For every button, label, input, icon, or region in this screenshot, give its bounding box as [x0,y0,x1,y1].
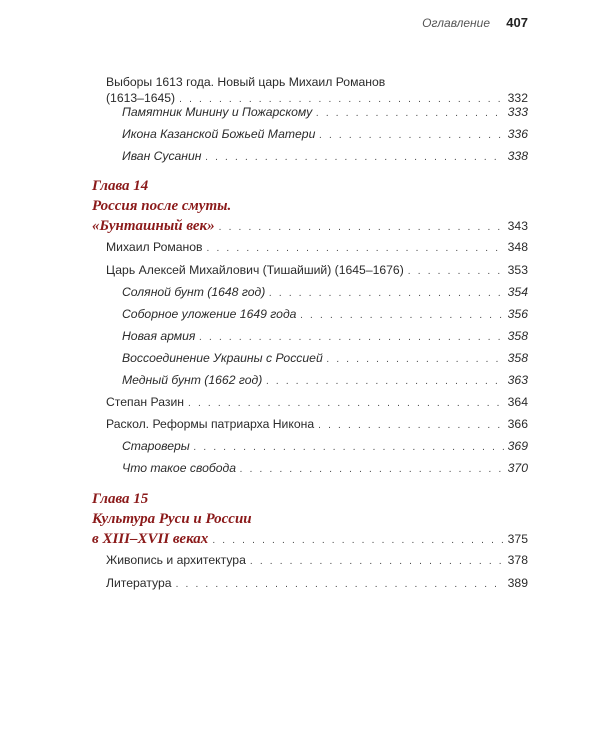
chapter-title-cont: «Бунташный век» [92,218,215,234]
toc-chapter-15[interactable] [92,489,528,551]
dot-leader [266,374,503,390]
dot-leader [240,462,504,478]
toc-entry-kazan-icon[interactable] [122,126,528,144]
toc-entry-old-believers[interactable] [122,438,528,456]
dot-leader [188,396,504,412]
toc-entry-new-army[interactable] [122,328,528,346]
page-header [0,14,600,34]
toc-entry-title: Медный бунт (1662 год) [122,373,263,387]
toc-entry-mikhail-romanov[interactable] [106,239,528,257]
chapter-title: Культура Руси и России [92,511,252,527]
toc-entry-copper-riot[interactable] [122,372,528,390]
toc-entry-title: Живопись и архитектура [106,553,246,567]
toc-entry-title: Памятник Минину и Пожарскому [122,105,313,119]
toc-chapter-14[interactable] [92,176,528,238]
dot-leader [408,264,504,280]
chapter-title: Россия после смуты. [92,198,232,214]
toc-entry-alexei-mikhailovich[interactable] [106,262,528,280]
toc-entry-title: Икона Казанской Божьей Матери [122,127,316,141]
dot-leader [194,440,504,456]
dot-leader [318,418,504,434]
toc-entry-page: 363 [507,373,528,387]
toc-entry-title: Литература [106,576,172,590]
toc-entry-page: 375 [507,532,528,546]
toc-entry-title: Михаил Романов [106,240,203,254]
toc-entry-title: Степан Разин [106,395,185,409]
toc-entry-title: Воссоединение Украины с Россией [122,351,323,365]
dot-leader [199,330,503,346]
dot-leader [250,554,504,570]
toc-entry-title: Царь Алексей Михайлович (Тишайший) (1645–1676) [106,263,404,277]
toc-entry-literature[interactable] [106,575,528,593]
toc-entry-page: 338 [507,149,528,163]
toc-entry-sobornoye-ulozheniye[interactable] [122,306,528,324]
toc-entry-elections-1613[interactable] [106,74,528,108]
toc-entry-page: 369 [507,439,528,453]
toc-entry-salt-riot[interactable] [122,284,528,302]
toc-entry-page: 370 [507,461,528,475]
toc-entry-ukraine-reunification[interactable] [122,350,528,368]
running-title: Оглавление [422,16,490,30]
toc-entry-stepan-razin[interactable] [106,394,528,412]
toc-entry-page: 353 [507,263,528,277]
dot-leader [327,352,504,368]
toc-entry-page: 333 [507,105,528,119]
toc-entry-title: Иван Сусанин [122,149,202,163]
toc-entry-title: Староверы [122,439,190,453]
toc-entry-painting-architecture[interactable] [106,552,528,570]
toc-entry-ivan-susanin[interactable] [122,148,528,166]
toc-entry-title: Новая армия [122,329,196,343]
toc-entry-title: Соляной бунт (1648 год) [122,285,266,299]
toc-entry-raskol[interactable] [106,416,528,434]
toc-entry-page: 354 [507,285,528,299]
dot-leader [319,128,503,144]
toc-entry-page: 332 [507,91,528,105]
toc-entry-page: 389 [507,576,528,590]
toc-entry-page: 356 [507,307,528,321]
toc-entry-title: Выборы 1613 года. Новый царь Михаил Романов [106,75,386,89]
toc-entry-what-is-freedom[interactable] [122,460,528,478]
page-number: 407 [506,15,528,30]
chapter-number: Глава 15 [92,491,149,507]
toc-entry-title: Раскол. Реформы патриарха Никона [106,417,315,431]
toc-entry-page: 348 [507,240,528,254]
toc-entry-title-cont: (1613–1645) [106,91,176,105]
toc-entry-page: 364 [507,395,528,409]
dot-leader [212,531,503,551]
chapter-number: Глава 14 [92,178,149,194]
dot-leader [219,218,504,238]
toc-entry-page: 366 [507,417,528,431]
toc-entry-minin-pozharsky[interactable] [122,104,528,122]
toc-entry-title: Соборное уложение 1649 года [122,307,297,321]
dot-leader [300,308,503,324]
toc-entry-page: 378 [507,553,528,567]
dot-leader [316,106,503,122]
toc-entry-page: 358 [507,329,528,343]
dot-leader [207,241,504,257]
toc-entry-page: 358 [507,351,528,365]
dot-leader [206,150,504,166]
toc-entry-title: Что такое свобода [122,461,236,475]
chapter-title-cont: в XIII–XVII веках [92,531,209,547]
dot-leader [269,286,503,302]
toc-entry-page: 343 [507,219,528,233]
toc-entry-page: 336 [507,127,528,141]
dot-leader [176,577,504,593]
